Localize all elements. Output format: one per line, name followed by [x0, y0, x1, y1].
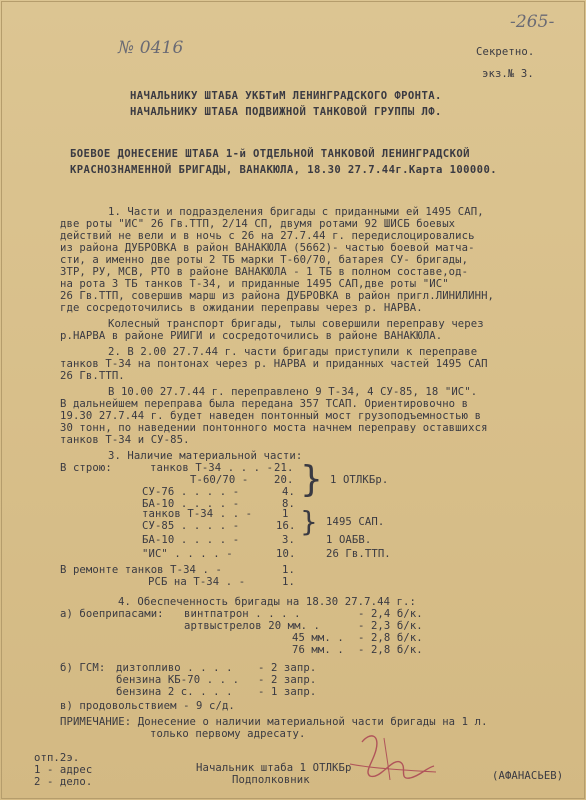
paragraph-line: сти, а именно две роты 2 ТБ марки Т-60/70, батарея СУ- бригады,	[60, 254, 469, 266]
unit-label: 1 ОАБВ.	[326, 534, 372, 546]
equipment-name: Т-60/70 -	[190, 474, 249, 486]
supply-name: бензина КБ-70 . . .	[116, 674, 240, 686]
repair-label: В ремонте танков Т-34 . -	[60, 564, 222, 576]
unit-label: 26 Гв.ТТП.	[326, 548, 391, 560]
supply-value: - 2,3 б/к.	[358, 620, 423, 632]
equipment-qty: 8.	[282, 498, 295, 510]
report-title: КРАСНОЗНАМЕННОЙ БРИГАДЫ, ВАНАКЮЛА, 18.30 27.7.44г.Карта 100000.	[70, 164, 498, 176]
supply-name: винтпатрон . . . .	[184, 608, 301, 620]
copy-number: экз.№ 3.	[482, 68, 534, 80]
repair-qty: 1.	[282, 564, 295, 576]
equipment-name: танков Т-34 . . . -	[150, 462, 274, 474]
supply-value: - 2,4 б/к.	[358, 608, 423, 620]
supply-label: б) ГСМ:	[60, 662, 106, 674]
addressee-line: НАЧАЛЬНИКУ ШТАБА УКБТиМ ЛЕНИНГРАДСКОГО ФРОНТА.	[130, 90, 442, 102]
supply-name: дизтопливо . . . .	[116, 662, 233, 674]
paragraph-line: В 10.00 27.7.44 г. переправлено 9 Т-34, 4 СУ-85, 18 "ИС".	[108, 386, 478, 398]
section-heading: 4. Обеспеченность бригады на 18.30 27.7.44 г.:	[118, 596, 416, 608]
paragraph-line: 2. В 2.00 27.7.44 г. части бригады приступили к переправе	[108, 346, 478, 358]
distribution-line: отп.2э.	[34, 752, 80, 764]
report-title: БОЕВОЕ ДОНЕСЕНИЕ ШТАБА 1-й ОТДЕЛЬНОЙ ТАНКОВОЙ ЛЕНИНГРАДСКОЙ	[70, 148, 470, 160]
equipment-name: танков Т-34 . . -	[142, 508, 253, 520]
equipment-qty: 21.	[274, 462, 294, 474]
supply-name: артвыстрелов 20 мм. .	[184, 620, 321, 632]
equipment-qty: 10.	[276, 548, 296, 560]
equipment-name: БА-10 . . . . -	[142, 534, 240, 546]
paragraph-line: действий не вели и в ночь с 26 на 27.7.44 г. передислоцировались	[60, 230, 475, 242]
distribution-line: 2 - дело.	[34, 776, 93, 788]
paragraph-line: на рота 3 ТБ танков Т-34, и приданные 1495 САП,две роты "ИС"	[60, 278, 449, 290]
secret-mark: Секретно.	[476, 46, 535, 58]
equipment-name: "ИС" . . . . -	[142, 548, 233, 560]
supply-name: 45 мм. .	[292, 632, 344, 644]
equipment-name: СУ-76 . . . . -	[142, 486, 240, 498]
paragraph-line: Колесный транспорт бригады, тылы совершили переправу через	[108, 318, 484, 330]
supply-value: - 2 запр.	[258, 674, 317, 686]
supply-name: бензина 2 с. . . .	[116, 686, 233, 698]
paragraph-line: где сосредоточились в ожидании переправы через р. НАРВА.	[60, 302, 423, 314]
repair-qty: 1.	[282, 576, 295, 588]
note-line: только первому адресату.	[150, 728, 306, 740]
paragraph-line: 1. Части и подразделения бригады с приданными ей 1495 САП,	[108, 206, 484, 218]
section-heading: 3. Наличие материальной части:	[108, 450, 303, 462]
signer-rank: Подполковник	[232, 774, 310, 786]
supply-value: - 2,8 б/к.	[358, 632, 423, 644]
addressee-line: НАЧАЛЬНИКУ ШТАБА ПОДВИЖНОЙ ТАНКОВОЙ ГРУППЫ ЛФ.	[130, 106, 442, 118]
unit-label: 1 ОТЛКБр.	[330, 474, 389, 486]
equipment-qty: 3.	[282, 534, 295, 546]
paragraph-line: р.НАРВА в районе РИИГИ и сосредоточились в районе ВАНАКЮЛА.	[60, 330, 443, 342]
page-number: -265-	[510, 12, 555, 32]
paragraph-line: из района ДУБРОВКА в район ВАНАКЮЛА (5662)- частью боевой матча-	[60, 242, 475, 254]
paragraph-line: В дальнейшем переправа была передана 357 ТСАП. Ориентировочно в	[60, 398, 469, 410]
in-service-label: В строю:	[60, 462, 112, 474]
signer-title: Начальник штаба 1 ОТЛКБр	[196, 762, 352, 774]
distribution-line: 1 - адрес	[34, 764, 93, 776]
brace-icon: }	[300, 505, 318, 538]
paragraph-line: 30 тонн, по наведении понтонного моста начнем переправу оставшихся	[60, 422, 488, 434]
supply-line: в) продовольствием - 9 с/д.	[60, 700, 235, 712]
document-number: № 0416	[118, 38, 184, 58]
unit-label: 1495 САП.	[326, 516, 385, 528]
signature-icon	[340, 728, 440, 788]
equipment-name: БА-10 . . . . -	[142, 498, 240, 510]
paragraph-line: 19.30 27.7.44 г. будет наведен понтонный мост грузоподъемностью в	[60, 410, 482, 422]
paragraph-line: 26 Гв.ТТП, совершив марш из района ДУБРОВКА в район пригл.ЛИНИЛИНН,	[60, 290, 495, 302]
paragraph-line: 26 Гв.ТТП.	[60, 370, 125, 382]
supply-label: а) боеприпасами:	[60, 608, 164, 620]
equipment-name: СУ-85 . . . . -	[142, 520, 240, 532]
paragraph-line: две роты "ИС" 26 Гв.ТТП, 2/14 СП, двумя ротами 92 ШИСБ боевых	[60, 218, 456, 230]
brace-icon: }	[300, 459, 323, 500]
equipment-qty: 20.	[274, 474, 294, 486]
supply-value: - 2 запр.	[258, 662, 317, 674]
paragraph-line: ЗТР, РУ, МСВ, РТО в районе ВАНАКЮЛА - 1 ТБ в полном составе,од-	[60, 266, 469, 278]
supply-value: - 2,8 б/к.	[358, 644, 423, 656]
paragraph-line: танков Т-34 и СУ-85.	[60, 434, 190, 446]
equipment-qty: 4.	[282, 486, 295, 498]
repair-label: РСБ на Т-34 . -	[148, 576, 246, 588]
supply-value: - 1 запр.	[258, 686, 317, 698]
equipment-qty: 16.	[276, 520, 296, 532]
paragraph-line: танков Т-34 на понтонах через р. НАРВА и приданных частей 1495 САП	[60, 358, 488, 370]
note-line: ПРИМЕЧАНИЕ: Донесение о наличии материальной части бригады на 1 л.	[60, 716, 488, 728]
equipment-qty: 1	[282, 508, 289, 520]
signer-name: (АФАНАСЬЕВ)	[492, 770, 564, 782]
supply-name: 76 мм. .	[292, 644, 344, 656]
